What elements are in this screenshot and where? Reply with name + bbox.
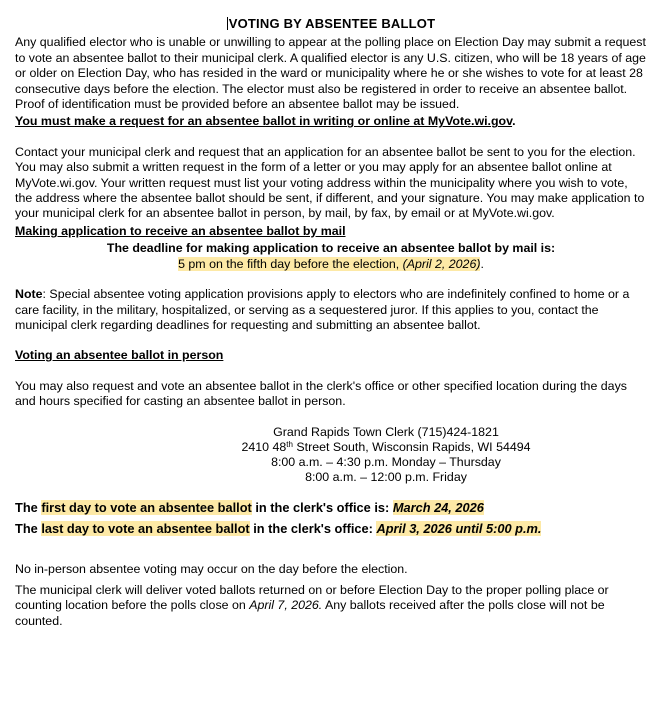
deadline-line2: 5 pm on the fifth day before the election, (April 2, 2026).	[178, 256, 484, 271]
document-page	[15, 16, 647, 629]
clerk-hours-weekday: 8:00 a.m. – 4:30 p.m. Monday – Thursday	[271, 454, 501, 469]
deadline-line1: The deadline for making application to receive an absentee ballot by mail is:	[106, 241, 556, 256]
clerk-address-block	[15, 425, 647, 485]
text-cursor	[227, 17, 228, 30]
note-paragraph: Note: Special absentee voting application provisions apply to electors who are indefinitely confined to home or a care facility, in the military, hospitalized, or serving as a sequestered juror. If this applies to you, contact the municipal clerk regarding deadlines for requesting and submitting an absentee ballot.	[15, 287, 630, 332]
delivery-paragraph: The municipal clerk will deliver voted ballots returned on or before Election Day to the proper polling place or counting location before the polls close on April 7, 2026. Any ballots received after the polls close will not be counted.	[15, 582, 609, 628]
clerk-name-phone: Grand Rapids Town Clerk (715)424-1821	[273, 424, 499, 439]
in-person-heading: Voting an absentee ballot in person	[15, 348, 224, 363]
page-title: VOTING BY ABSENTEE BALLOT	[228, 16, 436, 31]
in-person-paragraph: You may also request and vote an absentee ballot in the clerk's office or other specified location during the days and hours specified for casting an absentee ballot in person.	[15, 378, 627, 409]
intro-paragraph: Any qualified elector who is unable or unwilling to appear at the polling place on Election Day may submit a request to vote an absentee ballot to their municipal clerk. A qualified elector is any U.S. citizen, who will be 18 years of age or older on Election Day, who has resided in the ward or municipality where he or she wishes to vote for at least 28 consecutive days before the election. The elector must also be registered in order to receive an absentee ballot. Proof of identification must be provided before an absentee ballot may be issued.	[15, 35, 646, 112]
contact-paragraph: Contact your municipal clerk and request that an application for an absentee ballot be sent to you for the election. You may also submit a written request in the form of a letter or you may apply for an absentee ballot online at MyVote.wi.gov. Your written request must list your voting address within the municipality where you wish to vote, the address where the absentee ballot should be sent, if different, and your signature. You may make application to your municipal clerk for an absentee ballot in person, by mail, by fax, by email or at MyVote.wi.gov.	[15, 144, 645, 221]
last-day-line: The last day to vote an absentee ballot in the clerk's office: April 3, 2026 until 5:00 p.m.	[15, 520, 542, 536]
clerk-hours-friday: 8:00 a.m. – 12:00 p.m. Friday	[305, 469, 467, 484]
first-day-line: The first day to vote an absentee ballot in the clerk's office is: March 24, 2026	[15, 499, 484, 515]
mail-heading: Making application to receive an absentee ballot by mail	[15, 223, 346, 238]
request-heading: You must make a request for an absentee ballot in writing or online at MyVote.wi.gov.	[15, 114, 516, 129]
clerk-street-address: 2410 48th Street South, Wisconsin Rapids, WI 54494	[241, 439, 531, 454]
no-voting-notice: No in-person absentee voting may occur on the day before the election.	[15, 562, 408, 577]
